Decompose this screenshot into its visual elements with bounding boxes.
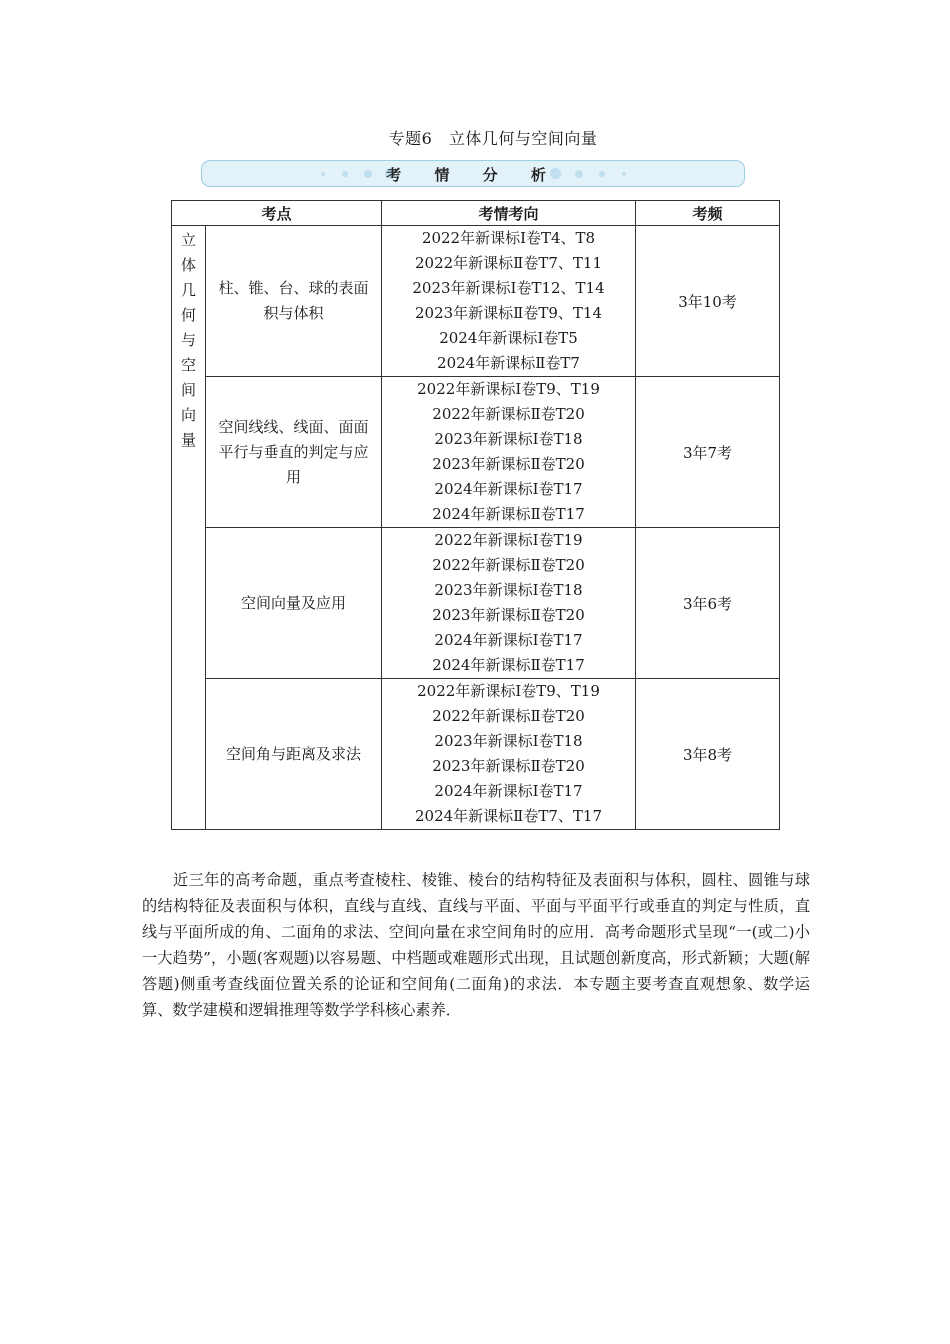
frequency-cell: 3年10考 bbox=[636, 226, 780, 377]
section-banner bbox=[201, 160, 745, 187]
category-cell: 立 体 几 何 与 空 间 向 量 bbox=[172, 226, 206, 830]
analysis-paragraph: 近三年的高考命题，重点考查棱柱、棱锥、棱台的结构特征及表面积与体积，圆柱、圆锥与球的结构特征及表面积与体积，直线与直线、直线与平面、平面与平面平行或垂直的判定与性质，直线与平面所成的角、二面角的求法、空间向量在求空间角时的应用．高考命题形式呈现“一(或二)小一大趋势”，小题(客观题)以容易题、中档题或难题形式出现，且试题创新度高，形式新颖；大题(解答题)侧重考查线面位置关系的论证和空间角(二面角)的求法．本专题主要考查直观想象、数学运算、数学建模和逻辑推理等数学学科核心素养． bbox=[142, 871, 810, 1020]
topic-cell: 空间角与距离及求法 bbox=[206, 679, 382, 830]
exams-cell: 2022年新课标Ⅰ卷T4、T8 2022年新课标Ⅱ卷T7、T11 2023年新课标Ⅰ卷T12、T14 2023年新课标Ⅱ卷T9、T14 2024年新课标Ⅰ卷T5 2024年新课标Ⅱ卷T7 bbox=[382, 226, 636, 377]
table-header-row bbox=[172, 201, 780, 226]
table-row bbox=[172, 679, 780, 830]
exams-cell: 2022年新课标Ⅰ卷T19 2022年新课标Ⅱ卷T20 2023年新课标Ⅰ卷T18 2023年新课标Ⅱ卷T20 2024年新课标Ⅰ卷T17 2024年新课标Ⅱ卷T17 bbox=[382, 528, 636, 679]
exams-cell: 2022年新课标Ⅰ卷T9、T19 2022年新课标Ⅱ卷T20 2023年新课标Ⅰ卷T18 2023年新课标Ⅱ卷T20 2024年新课标Ⅰ卷T17 2024年新课标Ⅱ卷T17 bbox=[382, 377, 636, 528]
topic-cell: 空间线线、线面、面面平行与垂直的判定与应用 bbox=[206, 377, 382, 528]
topic-cell: 柱、锥、台、球的表面积与体积 bbox=[206, 226, 382, 377]
page-title: 专题6 立体几何与空间向量 bbox=[388, 129, 598, 148]
table-row bbox=[172, 226, 780, 377]
exams-cell: 2022年新课标Ⅰ卷T9、T19 2022年新课标Ⅱ卷T20 2023年新课标Ⅰ卷T18 2023年新课标Ⅱ卷T20 2024年新课标Ⅰ卷T17 2024年新课标Ⅱ卷T7、T17 bbox=[382, 679, 636, 830]
frequency-cell: 3年7考 bbox=[636, 377, 780, 528]
header-frequency: 考频 bbox=[636, 201, 780, 226]
header-topic: 考点 bbox=[172, 201, 382, 226]
table-row bbox=[172, 528, 780, 679]
header-exams: 考情考向 bbox=[382, 201, 636, 226]
topic-cell: 空间向量及应用 bbox=[206, 528, 382, 679]
banner-label: 考 情 分 析 bbox=[386, 166, 560, 184]
table-row bbox=[172, 377, 780, 528]
frequency-cell: 3年6考 bbox=[636, 528, 780, 679]
frequency-cell: 3年8考 bbox=[636, 679, 780, 830]
exam-analysis-table bbox=[171, 200, 780, 830]
